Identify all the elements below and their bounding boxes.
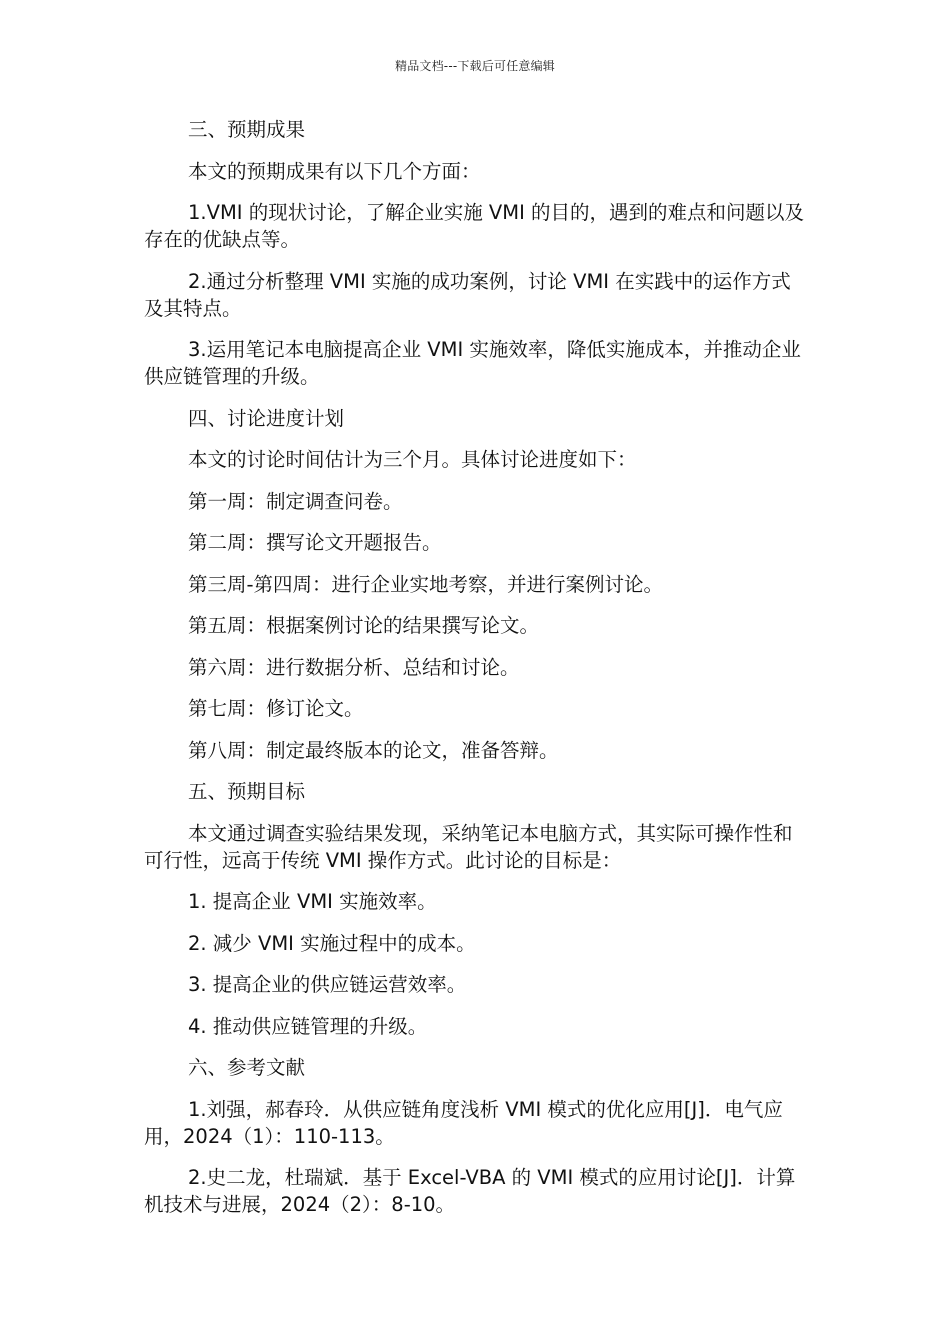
schedule-item: 第八周：制定最终版本的论文，准备答辩。 — [188, 738, 559, 762]
section-heading-references: 六、参考文献 — [188, 1056, 306, 1079]
schedule-item: 第一周：制定调查问卷。 — [188, 489, 403, 513]
section-heading-schedule: 四、讨论进度计划 — [188, 406, 345, 430]
reference-item: 1.刘强，郝春玲．从供应链角度浅析 VMI 模式的优化应用[J]．电气应用，2024（1）：110-113。 — [144, 1097, 783, 1148]
list-item: 2.通过分析整理 VMI 实施的成功案例，讨论 VMI 在实践中的运作方式及其特点。 — [144, 269, 791, 320]
goal-item: 1. 提高企业 VMI 实施效率。 — [188, 890, 437, 913]
paragraph: 本文的讨论时间估计为三个月。具体讨论进度如下： — [188, 448, 637, 471]
page-header: 精品文档---下载后可任意编辑 — [395, 59, 555, 73]
schedule-item: 第六周：进行数据分析、总结和讨论。 — [188, 655, 520, 679]
schedule-item: 第三周-第四周：进行企业实地考察，并进行案例讨论。 — [188, 572, 664, 596]
section-heading-expected-results: 三、预期成果 — [188, 118, 306, 141]
goal-item: 4. 推动供应链管理的升级。 — [188, 1014, 428, 1038]
goal-item: 2. 减少 VMI 实施过程中的成本。 — [188, 931, 476, 955]
list-item: 1.VMI 的现状讨论，了解企业实施 VMI 的目的，遇到的难点和问题以及存在的优缺点等。 — [144, 201, 805, 251]
schedule-item: 第五周：根据案例讨论的结果撰写论文。 — [188, 614, 540, 637]
goal-item: 3. 提高企业的供应链运营效率。 — [188, 973, 467, 996]
document-body — [144, 116, 808, 1233]
list-item: 3.运用笔记本电脑提高企业 VMI 实施效率，降低实施成本，并推动企业供应链管理的升级。 — [144, 338, 801, 388]
section-heading-goals: 五、预期目标 — [188, 780, 306, 803]
paragraph: 本文通过调查实验结果发现，采纳笔记本电脑方式，其实际可操作性和可行性，远高于传统 VMI 操作方式。此讨论的目标是： — [144, 821, 793, 872]
schedule-item: 第二周：撰写论文开题报告。 — [188, 531, 442, 554]
reference-item: 2.史二龙，杜瑞斌．基于 Excel-VBA 的 VMI 模式的应用讨论[J]．计算机技术与进展，2024（2）：8-10。 — [144, 1166, 796, 1216]
paragraph: 本文的预期成果有以下几个方面： — [188, 159, 481, 183]
schedule-item: 第七周：修订论文。 — [188, 697, 364, 720]
